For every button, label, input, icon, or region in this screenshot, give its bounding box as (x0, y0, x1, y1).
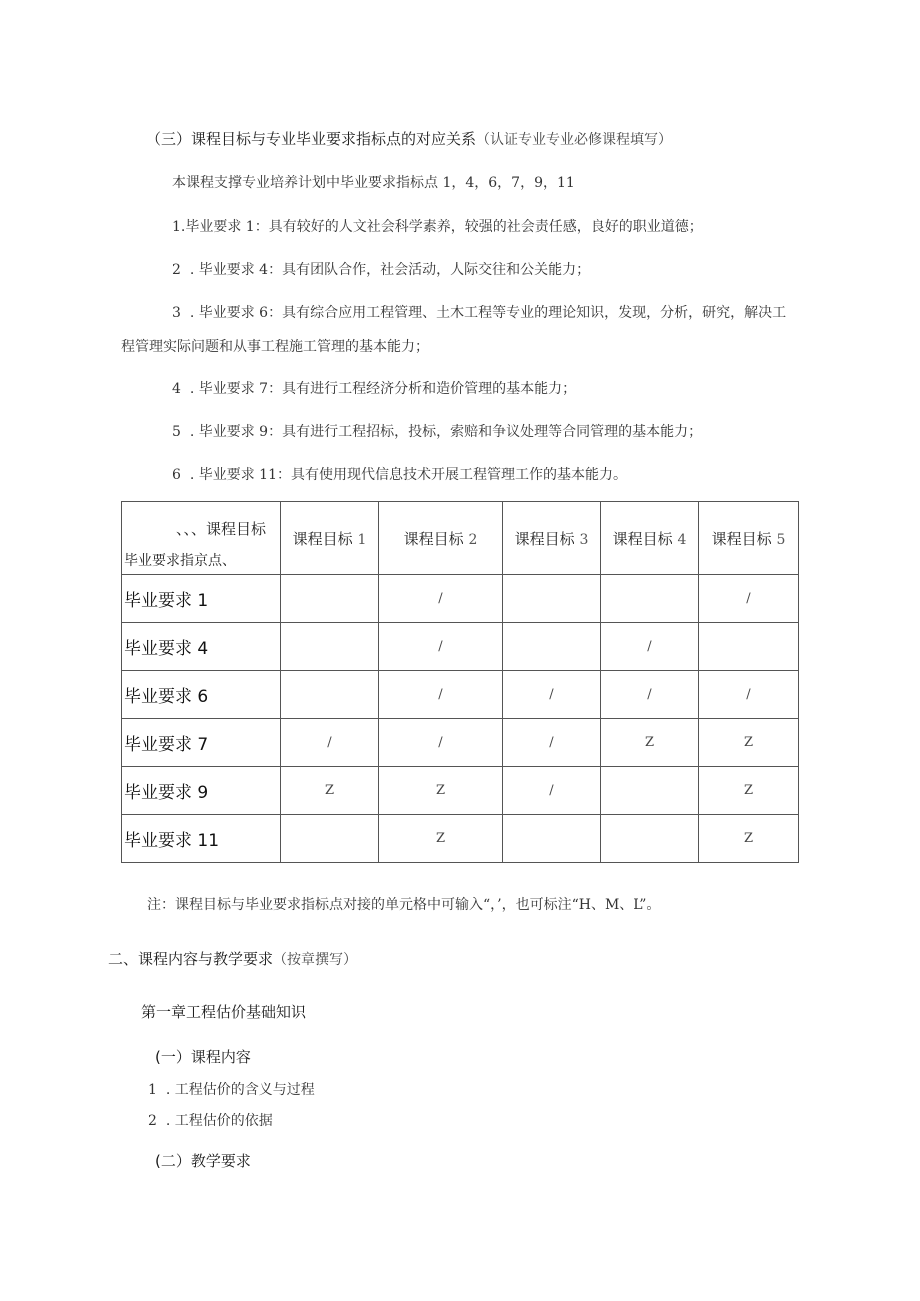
table-cell: / (379, 623, 503, 671)
requirement-6 (172, 464, 627, 484)
table-cell: / (601, 623, 699, 671)
table-cell: / (601, 671, 699, 719)
column-header-label: 课程目标 (292, 529, 353, 548)
table-cell: / (379, 719, 503, 767)
section-2-title: 二、课程内容与教学要求 (108, 950, 274, 968)
table-cell (601, 767, 699, 815)
column-header-objective-2 (379, 502, 503, 575)
intro-text: 本课程支撑专业培养计划中毕业要求指标点 1，4，6，7，9，11 (172, 175, 575, 191)
table-row (122, 575, 799, 623)
course-content-heading: (一）课程内容 (155, 1048, 251, 1066)
table-cell (503, 815, 601, 863)
section-2-heading (108, 948, 357, 969)
column-header-number: 5 (776, 531, 786, 548)
requirement-text: . 毕业要求 4：具有团队合作，社会活动，人际交往和公关能力； (189, 262, 591, 278)
table-row (122, 623, 799, 671)
row-header: 毕业要求 9 (122, 767, 281, 815)
table-cell (699, 623, 799, 671)
content-item-2 (148, 1110, 273, 1130)
corner-label-objectives: 、、、课程目标 (175, 520, 266, 538)
requirement-number: 1. (172, 219, 186, 235)
requirement-3-continued: 程管理实际问题和从事工程施工管理的基本能力； (121, 339, 429, 355)
column-header-number: 4 (677, 531, 687, 548)
table-cell: / (503, 671, 601, 719)
corner-label-requirements: 毕业要求指京点、 (124, 553, 236, 569)
table-note: 注：课程目标与毕业要求指标点对接的单元格中可输入“，’，也可标注“H、M、L”。 (147, 897, 661, 913)
chapter-1-title: 第一章工程估价基础知识 (141, 1003, 307, 1021)
column-header-number: 3 (579, 531, 589, 548)
table-corner-cell (122, 502, 281, 575)
requirement-text: . 毕业要求 6：具有综合应用工程管理、土木工程等专业的理论知识，发现，分析，研究，解决工 (189, 305, 787, 321)
requirement-number: 2 (172, 262, 181, 278)
content-item-1 (148, 1079, 315, 1099)
section-2-title-note: （按章撰写） (273, 952, 358, 968)
table-header-row (122, 502, 799, 575)
requirement-1 (172, 216, 703, 236)
table-cell: Z (699, 815, 799, 863)
requirement-4 (172, 378, 576, 398)
column-header-label: 课程目标 (514, 529, 575, 548)
table-cell (503, 623, 601, 671)
requirement-number: 5 (172, 424, 181, 440)
column-header-objective-4 (601, 502, 699, 575)
column-header-number: 2 (468, 531, 478, 548)
requirement-2 (172, 259, 590, 279)
section-3-heading (146, 128, 672, 149)
table-cell (281, 671, 379, 719)
table-row (122, 767, 799, 815)
content-item-number: 1 (148, 1082, 157, 1098)
requirement-number: 6 (172, 467, 181, 483)
objective-requirement-table (121, 501, 799, 863)
table-cell: / (503, 767, 601, 815)
section-3-title-note: （认证专业专业必修课程填写） (476, 132, 673, 148)
teaching-requirements-heading: (二）教学要求 (155, 1152, 251, 1170)
table-cell: / (281, 719, 379, 767)
table-cell (281, 623, 379, 671)
table-row (122, 671, 799, 719)
table-cell: / (699, 671, 799, 719)
table-cell (281, 815, 379, 863)
table-cell: Z (281, 767, 379, 815)
section-3-title: （三）课程目标与专业毕业要求指标点的对应关系 (146, 130, 477, 148)
table-cell: Z (699, 719, 799, 767)
column-header-label: 课程目标 (612, 529, 673, 548)
table-cell (281, 575, 379, 623)
requirement-text: . 毕业要求 9：具有进行工程招标，投标，索赔和争议处理等合同管理的基本能力； (189, 424, 703, 440)
table-cell: Z (699, 767, 799, 815)
row-header: 毕业要求 6 (122, 671, 281, 719)
table-cell: Z (601, 719, 699, 767)
table-cell: / (503, 719, 601, 767)
table-cell: / (699, 575, 799, 623)
column-header-label: 课程目标 (711, 529, 772, 548)
table-cell: / (379, 575, 503, 623)
requirement-number: 4 (172, 381, 181, 397)
row-header: 毕业要求 1 (122, 575, 281, 623)
content-item-text: . 工程估价的依据 (165, 1113, 273, 1129)
table-row (122, 719, 799, 767)
column-header-label: 课程目标 (403, 529, 464, 548)
requirement-text: . 毕业要求 11：具有使用现代信息技术开展工程管理工作的基本能力。 (189, 467, 627, 483)
row-header: 毕业要求 11 (122, 815, 281, 863)
table-cell: Z (379, 767, 503, 815)
requirement-5 (172, 421, 702, 441)
table-cell: Z (379, 815, 503, 863)
table-cell (601, 815, 699, 863)
row-header: 毕业要求 4 (122, 623, 281, 671)
requirement-text: . 毕业要求 7：具有进行工程经济分析和造价管理的基本能力； (189, 381, 577, 397)
column-header-number: 1 (357, 531, 367, 548)
column-header-objective-1 (281, 502, 379, 575)
row-header: 毕业要求 7 (122, 719, 281, 767)
table-cell: / (379, 671, 503, 719)
requirement-3 (172, 302, 786, 322)
requirement-text: 毕业要求 1：具有较好的人文社会科学素养，较强的社会责任感，良好的职业道德； (185, 219, 703, 235)
column-header-objective-5 (699, 502, 799, 575)
requirement-number: 3 (172, 305, 181, 321)
column-header-objective-3 (503, 502, 601, 575)
content-item-number: 2 (148, 1113, 157, 1129)
content-item-text: . 工程估价的含义与过程 (165, 1082, 315, 1098)
table-row (122, 815, 799, 863)
table-cell (601, 575, 699, 623)
table-cell (503, 575, 601, 623)
